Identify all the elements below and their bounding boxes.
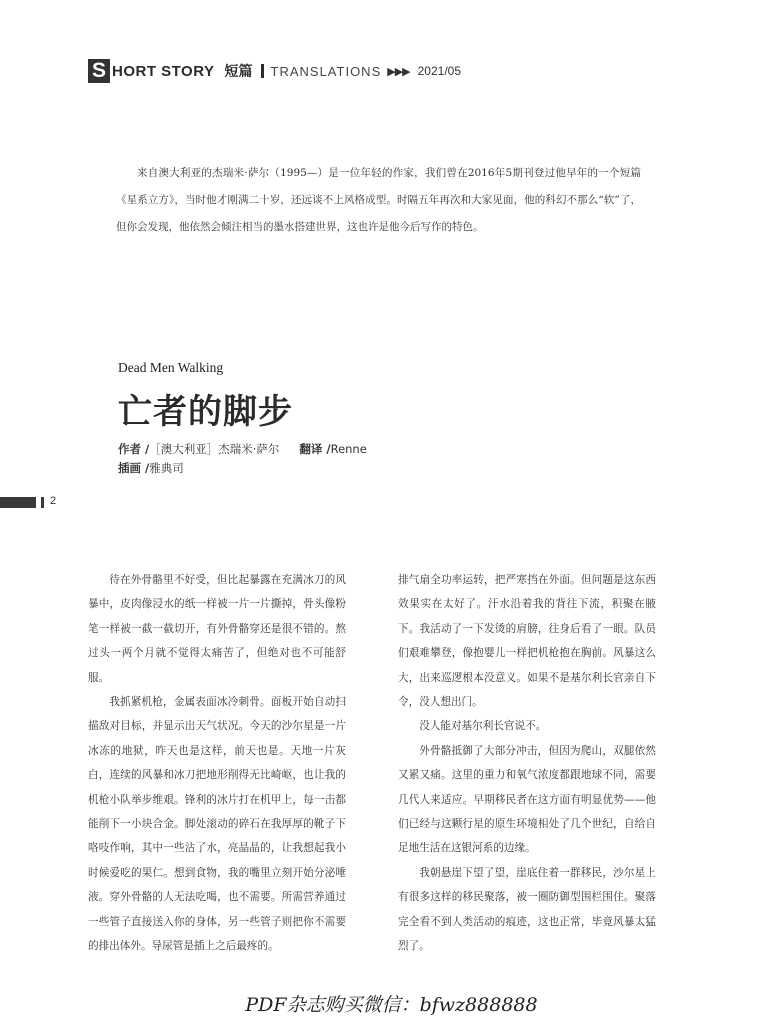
author-name: ［澳大利亚］杰瑞米·萨尔: [149, 442, 280, 456]
triple-arrow-icon: ▶▶▶: [387, 64, 410, 78]
paragraph: 外骨骼抵御了大部分冲击，但因为爬山，双腿依然又累又痛。这里的重力和氧气浓度都跟地球不同，需要几代人来适应。早期移民者在这方面有明显优势——他们已经与这颗行星的原生环境相处了几个世纪，自给自足地生活在这银河系的边缘。: [398, 744, 656, 855]
page-number: 2: [50, 495, 57, 507]
body-column-right: [398, 568, 656, 959]
paragraph: 排气扇全功率运转，把严寒挡在外面。但问题是这东西效果实在太好了。汗水沿着我的背往下流，积聚在腋下。我活动了一下发烫的肩膀，往身后看了一眼。队员们艰难攀登，像抱婴儿一样把机枪抱在胸前。风暴这么大，出来巡逻根本没意义。如果不是基尔利长官亲自下令，没人想出门。: [398, 574, 656, 709]
illustrator-name: 雅典司: [149, 461, 184, 475]
english-title: Dead Men Walking: [118, 360, 224, 375]
footer-watermark: PDF杂志购买微信：bfwz888888: [245, 994, 538, 1016]
translator-label: 翻译 /: [299, 442, 331, 456]
paragraph: 待在外骨骼里不好受，但比起暴露在充满冰刀的风暴中，皮肉像浸水的纸一样被一片一片撕掉，骨头像粉笔一样被一截一截切开，有外骨骼穿还是很不错的。熬过头一两个月就不觉得太痛苦了，但绝对也不可能舒服。: [88, 574, 346, 684]
page-marker-tick: [41, 497, 44, 508]
illustrator-label: 插画 /: [118, 461, 150, 475]
header-divider: [261, 64, 264, 78]
paragraph: 我朝悬崖下望了望，崖底住着一群移民，沙尔星上有很多这样的移民聚落，被一圈防御型围栏围住。聚落完全看不到人类活动的痕迹，这也正常，毕竟风暴太猛烈了。: [398, 866, 656, 953]
story-credits: [118, 440, 367, 478]
section-logo-text: HORT STORY: [112, 62, 215, 80]
chinese-title: 亡者的脚步: [118, 392, 293, 432]
issue-date: 2021/05: [417, 64, 462, 78]
paragraph: 没人能对基尔利长官说不。: [419, 720, 547, 733]
editor-intro: 来自澳大利亚的杰瑞米·萨尔（1995—）是一位年轻的作家，我们曾在2016年5期刊登过他早年的一个短篇《星系立方》，当时他才刚满二十岁，还远谈不上风格成型。时隔五年再次和大家见面，他的科幻不那么“软”了，但你会发现，他依然会倾注相当的墨水搭建世界，这也许是他今后写作的特色。: [116, 167, 641, 233]
translator-name: Renne: [330, 442, 367, 456]
paragraph: 我抓紧机枪，金属表面冰冷刺骨。面板开始自动扫描敌对目标，并显示出天气状况。今天的沙尔星是一片冰冻的地狱，昨天也是这样，前天也是。天地一片灰白，连续的风暴和冰刀把地形削得无比崎岖，也让我的机枪小队举步维艰。锋利的冰片打在机甲上，每一击都能削下一小块合金。脚处滚动的碎石在我厚厚的靴子下咯吱作响，其中一些沾了水，亮晶晶的，让我想起我小时候爱吃的果仁。想到食物，我的嘴里立刻开始分泌唾液。穿外骨骼的人无法吃喝，也不需要。所需营养通过一些管子直接送入你的身体，另一些管子则把你不需要的排出体外。导尿管是插上之后最疼的。: [88, 696, 346, 953]
credit-line-2: [118, 459, 367, 478]
credit-line-1: [118, 440, 367, 459]
section-logo-letter: S: [88, 59, 110, 83]
page-marker-bar: [0, 497, 36, 508]
author-label: 作者 /: [118, 442, 150, 456]
section-name-chinese: 短篇: [224, 64, 253, 80]
body-column-left: [88, 568, 346, 959]
section-name-english: TRANSLATIONS: [270, 63, 382, 79]
magazine-header: [88, 56, 461, 86]
